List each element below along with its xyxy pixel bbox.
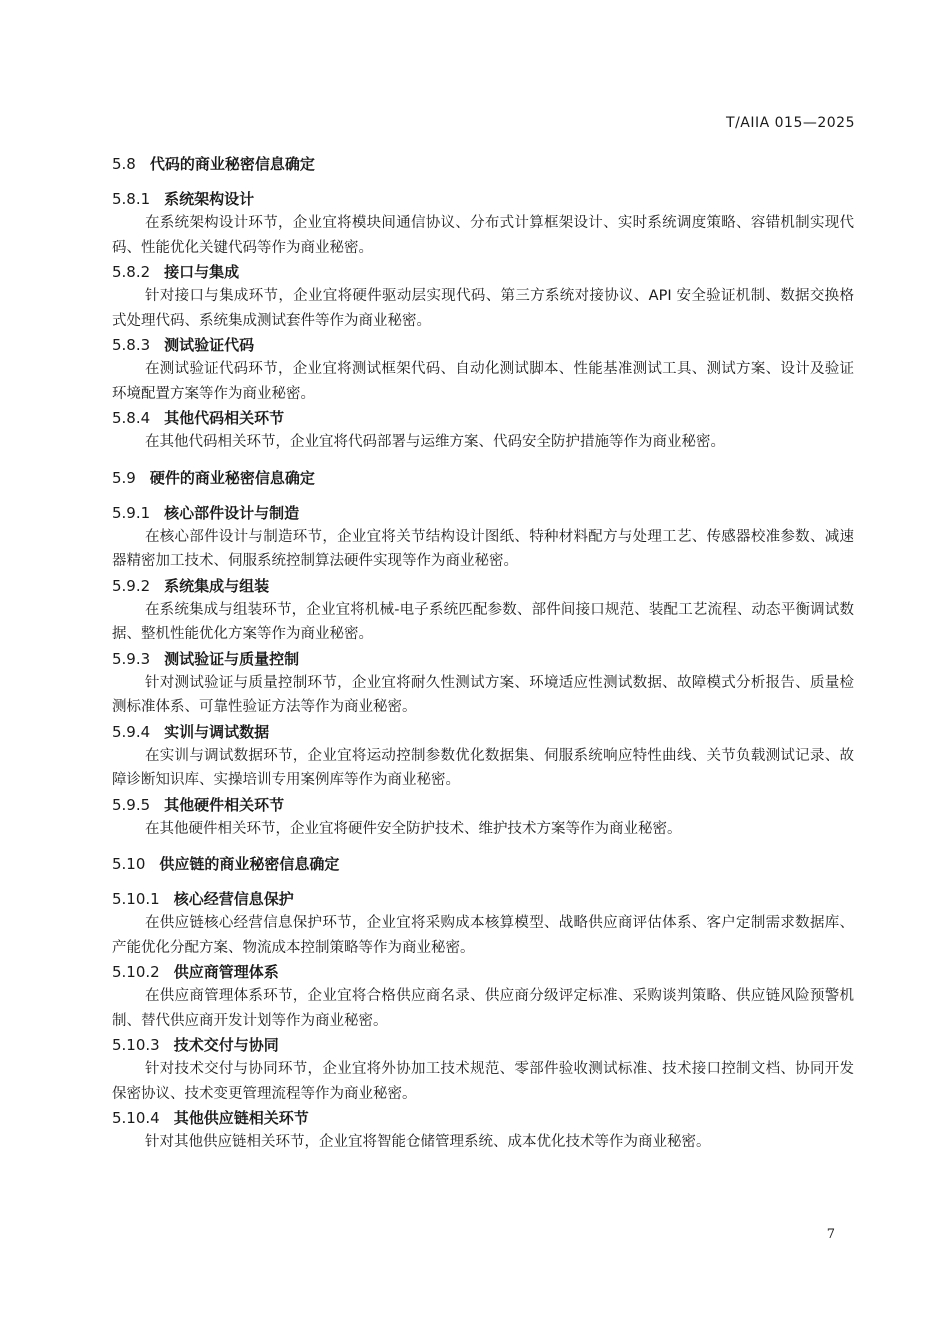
subsection-title: 系统集成与组装 bbox=[164, 576, 270, 595]
subsection-number: 5.8.4 bbox=[112, 409, 151, 427]
subsection-heading bbox=[112, 887, 854, 911]
subsection-paragraph: 针对技术交付与协同环节，企业宜将外协加工技术规范、零部件验收测试标准、技术接口控制文档、协同开发保密协议、技术变更管理流程等作为商业秘密。 bbox=[112, 1061, 854, 1102]
subsection-heading bbox=[112, 406, 854, 430]
page-number: 7 bbox=[826, 1227, 835, 1242]
subsection-number: 5.8.3 bbox=[112, 336, 151, 354]
section-number: 5.8 bbox=[112, 155, 136, 173]
subsection-heading bbox=[112, 1033, 854, 1057]
subsection-heading bbox=[112, 260, 854, 284]
subsection-number: 5.9.3 bbox=[112, 649, 151, 668]
subsection-paragraph: 针对接口与集成环节，企业宜将硬件驱动层实现代码、第三方系统对接协议、API 安全验证机制、数据交换格式处理代码、系统集成测试套件等作为商业秘密。 bbox=[112, 288, 854, 329]
section-title: 代码的商业秘密信息确定 bbox=[149, 155, 315, 173]
subsection-title: 测试验证与质量控制 bbox=[164, 649, 300, 668]
section-heading bbox=[112, 466, 854, 490]
subsection-title: 其他供应链相关环节 bbox=[173, 1109, 309, 1127]
subsection-heading bbox=[112, 501, 854, 525]
subsection-title: 实训与调试数据 bbox=[164, 722, 270, 741]
subsection-title: 其他代码相关环节 bbox=[164, 409, 285, 427]
subsection-number: 5.10.4 bbox=[112, 1109, 160, 1127]
subsection-heading bbox=[112, 720, 854, 744]
section-title: 供应链的商业秘密信息确定 bbox=[159, 855, 340, 873]
subsection-paragraph: 针对测试验证与质量控制环节，企业宜将耐久性测试方案、环境适应性测试数据、故障模式分析报告、质量检测标准体系、可靠性验证方法等作为商业秘密。 bbox=[112, 674, 854, 715]
subsection-heading bbox=[112, 187, 854, 211]
section-heading bbox=[112, 152, 854, 176]
subsection-title: 测试验证代码 bbox=[164, 336, 255, 354]
document-id: T/AIIA 015—2025 bbox=[726, 115, 855, 131]
subsection-paragraph: 在供应商管理体系环节，企业宜将合格供应商名录、供应商分级评定标准、采购谈判策略、供应链风险预警机制、替代供应商开发计划等作为商业秘密。 bbox=[112, 988, 854, 1029]
section-heading bbox=[112, 852, 854, 876]
subsection-paragraph: 在系统集成与组装环节，企业宜将机械-电子系统匹配参数、部件间接口规范、装配工艺流程、动态平衡调试数据、整机性能优化方案等作为商业秘密。 bbox=[112, 601, 854, 642]
subsection-number: 5.10.3 bbox=[112, 1036, 160, 1054]
subsection-heading bbox=[112, 960, 854, 984]
subsection-paragraph: 在供应链核心经营信息保护环节，企业宜将采购成本核算模型、战略供应商评估体系、客户定制需求数据库、产能优化分配方案、物流成本控制策略等作为商业秘密。 bbox=[112, 915, 854, 956]
subsection-paragraph: 在实训与调试数据环节，企业宜将运动控制参数优化数据集、伺服系统响应特性曲线、关节负载测试记录、故障诊断知识库、实操培训专用案例库等作为商业秘密。 bbox=[112, 747, 854, 788]
subsection-paragraph: 在其他代码相关环节，企业宜将代码部署与运维方案、代码安全防护措施等作为商业秘密。 bbox=[145, 434, 725, 450]
subsection-number: 5.8.1 bbox=[112, 190, 151, 208]
subsection-heading bbox=[112, 1106, 854, 1130]
subsection-number: 5.9.2 bbox=[112, 576, 151, 595]
subsection-heading bbox=[112, 647, 854, 671]
subsection-heading bbox=[112, 793, 854, 817]
subsection-title: 技术交付与协同 bbox=[173, 1036, 279, 1054]
subsection-heading bbox=[112, 574, 854, 598]
subsection-paragraph: 在系统架构设计环节，企业宜将模块间通信协议、分布式计算框架设计、实时系统调度策略、容错机制实现代码、性能优化关键代码等作为商业秘密。 bbox=[112, 215, 854, 256]
section-title: 硬件的商业秘密信息确定 bbox=[149, 468, 315, 487]
subsection-paragraph: 在其他硬件相关环节，企业宜将硬件安全防护技术、维护技术方案等作为商业秘密。 bbox=[145, 820, 682, 837]
section-number: 5.9 bbox=[112, 468, 136, 487]
subsection-paragraph: 针对其他供应链相关环节，企业宜将智能仓储管理系统、成本优化技术等作为商业秘密。 bbox=[145, 1134, 711, 1150]
document-body bbox=[112, 152, 854, 1155]
subsection-title: 供应商管理体系 bbox=[173, 963, 279, 981]
subsection-title: 接口与集成 bbox=[164, 263, 240, 281]
subsection-heading bbox=[112, 333, 854, 357]
subsection-number: 5.8.2 bbox=[112, 263, 151, 281]
subsection-title: 系统架构设计 bbox=[164, 190, 255, 208]
subsection-title: 核心部件设计与制造 bbox=[164, 503, 300, 522]
subsection-number: 5.9.4 bbox=[112, 722, 151, 741]
subsection-paragraph: 在测试验证代码环节，企业宜将测试框架代码、自动化测试脚本、性能基准测试工具、测试方案、设计及验证环境配置方案等作为商业秘密。 bbox=[112, 361, 854, 402]
subsection-title: 核心经营信息保护 bbox=[173, 890, 294, 908]
section-number: 5.10 bbox=[112, 855, 146, 873]
subsection-number: 5.10.2 bbox=[112, 963, 160, 981]
subsection-number: 5.10.1 bbox=[112, 890, 160, 908]
subsection-paragraph: 在核心部件设计与制造环节，企业宜将关节结构设计图纸、特种材料配方与处理工艺、传感器校准参数、减速器精密加工技术、伺服系统控制算法硬件实现等作为商业秘密。 bbox=[112, 528, 854, 569]
subsection-number: 5.9.1 bbox=[112, 503, 151, 522]
subsection-title: 其他硬件相关环节 bbox=[164, 795, 285, 814]
subsection-number: 5.9.5 bbox=[112, 795, 151, 814]
